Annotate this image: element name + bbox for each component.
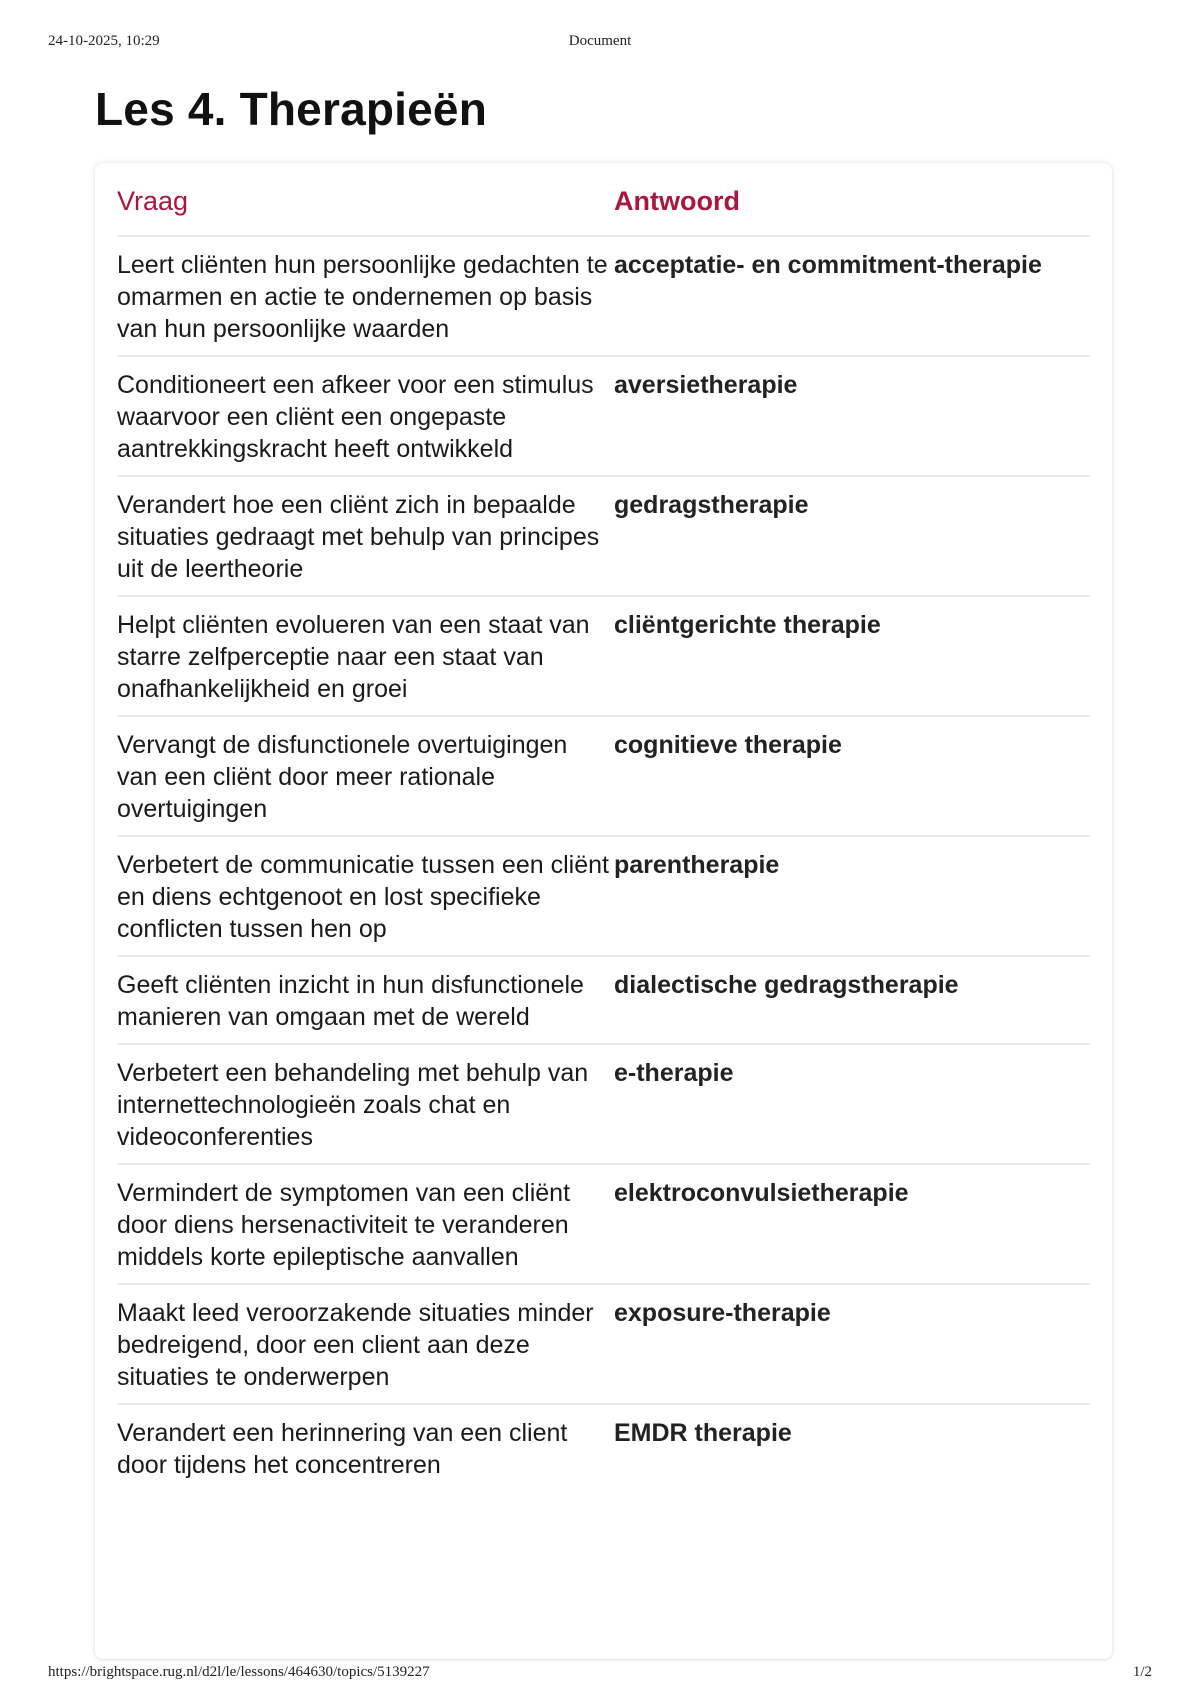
table-row [117,837,1090,957]
question-cell: Verandert hoe een cliënt zich in bepaalde situaties gedraagt met behulp van principes uit de leertheorie [117,491,600,583]
table-row [117,1045,1090,1165]
answer-cell: exposure-therapie [614,1299,831,1327]
answer-cell: dialectische gedragstherapie [614,971,959,999]
answer-cell: aversietherapie [614,371,798,399]
answer-cell: e-therapie [614,1059,734,1087]
question-cell: Vervangt de disfunctionele overtuigingen van een cliënt door meer rationale overtuigingen [117,731,568,823]
answer-cell: EMDR therapie [614,1419,792,1447]
answer-cell: parentherapie [614,851,780,879]
print-datetime: 24-10-2025, 10:29 [48,33,160,49]
column-header-answer: Antwoord [614,186,740,216]
page-title: Les 4. Therapieën [95,83,487,135]
table-row [117,357,1090,477]
question-cell: Verandert een herinnering van een client door tijdens het concentreren [117,1419,568,1479]
question-cell: Verbetert de communicatie tussen een cliënt en diens echtgenoot en lost specifieke conflicten tussen hen op [117,851,609,943]
answer-cell: acceptatie- en commitment-therapie [614,251,1042,279]
answer-cell: gedragstherapie [614,491,809,519]
print-header [48,33,1152,53]
question-cell: Helpt cliënten evolueren van een staat van starre zelfperceptie naar een staat van onafhankelijkheid en groei [117,611,590,703]
answer-cell: cognitieve therapie [614,731,842,759]
answer-cell: cliëntgerichte therapie [614,611,881,639]
question-cell: Leert cliënten hun persoonlijke gedachten te omarmen en actie te ondernemen op basis van hun persoonlijke waarden [117,251,608,343]
question-cell: Verbetert een behandeling met behulp van internettechnologieën zoals chat en videoconferenties [117,1059,589,1151]
content-card [95,163,1112,1659]
question-cell: Conditioneert een afkeer voor een stimulus waarvoor een cliënt een ongepaste aantrekkingskracht heeft ontwikkeld [117,371,594,463]
table-row [117,1165,1090,1285]
table-row [117,477,1090,597]
table-row [117,717,1090,837]
table-row [117,1405,1090,1491]
table-row [117,1285,1090,1405]
table-row [117,957,1090,1045]
print-url: https://brightspace.rug.nl/d2l/le/lessons/464630/topics/5139227 [48,1664,430,1680]
table-header-row [117,183,1090,237]
column-header-question: Vraag [117,186,189,216]
question-cell: Maakt leed veroorzakende situaties minder bedreigend, door een client aan deze situaties te onderwerpen [117,1299,594,1391]
table-row [117,237,1090,357]
qa-table [117,183,1090,1491]
question-cell: Geeft cliënten inzicht in hun disfunctionele manieren van omgaan met de wereld [117,971,584,1031]
print-document-title: Document [568,33,632,49]
answer-cell: elektroconvulsietherapie [614,1179,909,1207]
table-row [117,597,1090,717]
question-cell: Vermindert de symptomen van een cliënt door diens hersenactiviteit te veranderen middels korte epileptische aanvallen [117,1179,571,1271]
print-footer [48,1664,1152,1684]
print-page-number: 1/2 [1132,1664,1152,1680]
